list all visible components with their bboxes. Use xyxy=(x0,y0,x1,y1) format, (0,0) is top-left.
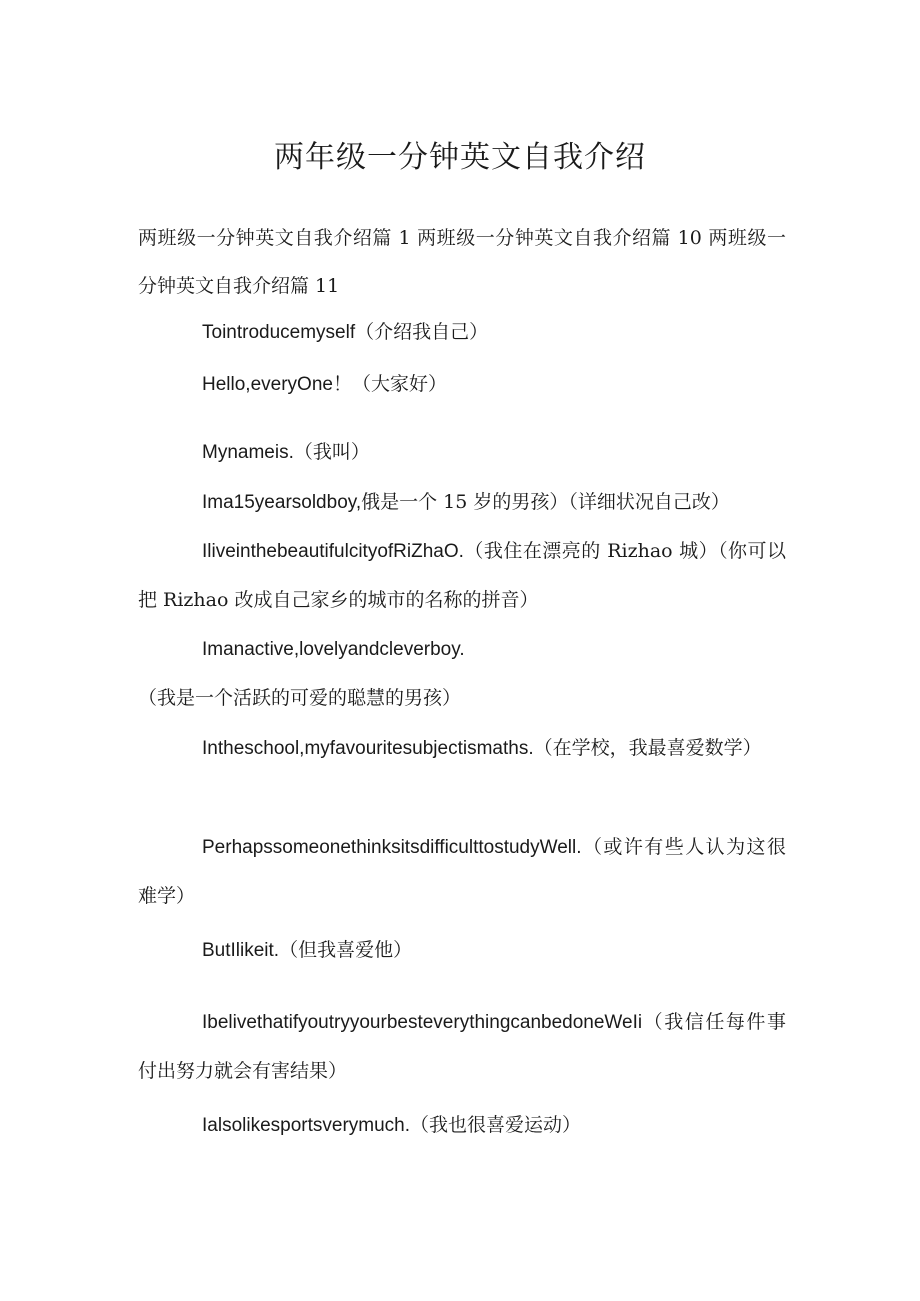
paragraph-age xyxy=(138,478,786,527)
paragraph-english: IbelivethatifyoutryyourbestеverythingcanbedoneWeIi xyxy=(202,1012,643,1033)
paragraph-english: IliveinthebeautifulcityofRiZhaO. xyxy=(202,541,464,562)
paragraph-chinese: （我是一个活跃的可爱的聪慧的男孩） xyxy=(138,687,462,709)
paragraph-english: Imanactive,lovelyandcleverboy. xyxy=(202,639,465,660)
paragraph-chinese: （大家好） xyxy=(351,373,447,395)
paragraph-like-it xyxy=(138,926,786,975)
paragraph-introduce xyxy=(138,308,786,357)
paragraph-english: Tointroducemyself xyxy=(202,322,356,343)
paragraph-difficult xyxy=(138,823,786,920)
paragraph-chinese: （我住在漂亮的 Rizhao 城）（你可以把 Rizhao 改成自己家乡的城市的名称的拼音） xyxy=(138,540,786,611)
paragraph-english: PerhapssomeonethinksitsdifficulttostudyWell. xyxy=(202,837,582,858)
paragraph-chinese: （或许有些人认为这很难学） xyxy=(138,836,786,907)
paragraph-chinese: （但我喜爱他） xyxy=(279,939,413,961)
paragraph-sports xyxy=(138,1101,786,1150)
paragraph-subject xyxy=(138,724,786,773)
paragraph-english: Ialsolikesportsverymuch. xyxy=(202,1115,411,1136)
paragraph-english: Intheschool,myfavouritesubjectismaths. xyxy=(202,738,534,759)
paragraph-hello xyxy=(138,360,786,409)
paragraph-city xyxy=(138,527,786,624)
page-title: 两年级一分钟英文自我介绍 xyxy=(274,140,646,175)
paragraph-english: Mynameis. xyxy=(202,442,294,463)
paragraph-chinese: （介绍我自己） xyxy=(355,321,489,343)
paragraph-english: ButIlikeit. xyxy=(202,940,280,961)
paragraph-english: Hello,everyOne！ xyxy=(202,374,352,395)
paragraph-chinese: （在学校，我最喜爱数学） xyxy=(533,737,762,759)
paragraph-chinese: （我也很喜爱运动） xyxy=(410,1114,582,1136)
paragraph-english: Ima15yearsoldboy, xyxy=(202,492,362,513)
paragraph-chinese: （我叫） xyxy=(293,441,370,463)
paragraph-believe xyxy=(138,998,786,1095)
paragraph-chinese: 俄是一个 15 岁的男孩）（详细状况自己改） xyxy=(361,491,730,513)
intro-paragraph: 两班级一分钟英文自我介绍篇 1 两班级一分钟英文自我介绍篇 10 两班级一分钟英文自我介绍篇 11 xyxy=(138,227,786,297)
paragraph-personality xyxy=(138,625,786,722)
paragraph-name xyxy=(138,428,786,477)
paragraph-chinese: （我信任每件事付出努力就会有害结果） xyxy=(138,1011,786,1082)
